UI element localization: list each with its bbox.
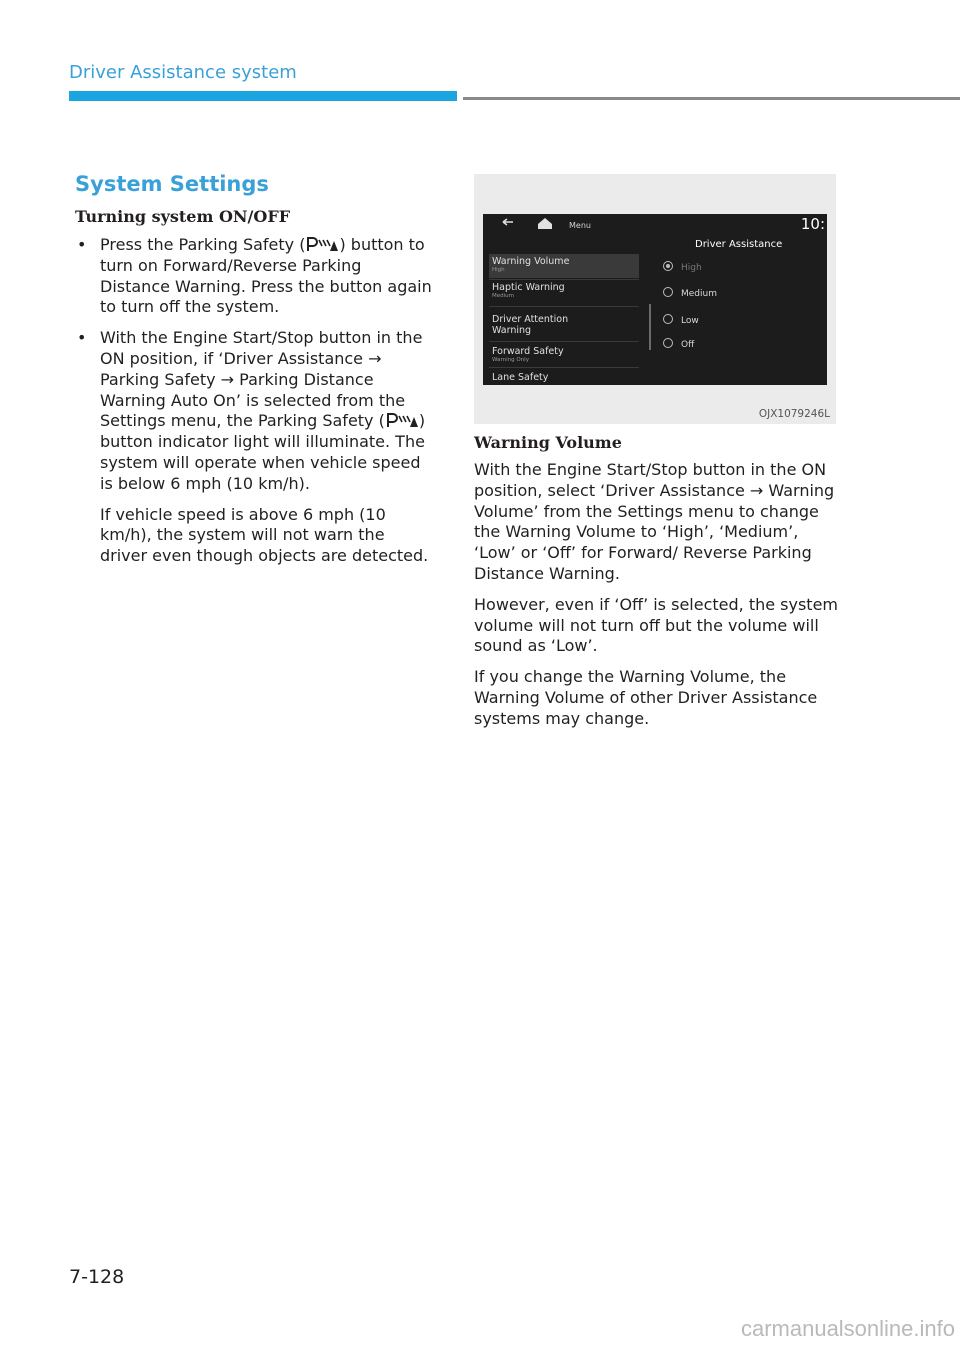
radio-icon (663, 314, 673, 324)
screen-menu-label: Menu (569, 221, 591, 230)
screen-scroll-indicator (649, 304, 651, 350)
page-number: 7-128 (69, 1266, 125, 1288)
parking-safety-icon (305, 236, 339, 252)
bullet-text-1: Press the Parking Safety ( ) button to turn on Forward/Reverse Parking Distance Warning. Press the button again to turn off the system. (100, 235, 432, 317)
header-accent-bar (69, 91, 457, 101)
home-icon (538, 218, 552, 229)
figure-code: OJX1079246L (758, 408, 830, 420)
option-medium: Medium (663, 287, 717, 299)
bullet-dot: • (77, 235, 87, 254)
parking-safety-icon (385, 412, 419, 428)
radio-icon (663, 287, 673, 297)
screen-clock: 10: (800, 215, 825, 233)
option-off: Off (663, 338, 694, 350)
screen-item-haptic-warning: Haptic Warning Medium (492, 282, 565, 299)
screen-divider (489, 306, 639, 307)
subhead-turning-on-off: Turning system ON/OFF (75, 207, 291, 226)
infotainment-screen (483, 214, 827, 385)
screen-panel-title: Driver Assistance (695, 239, 783, 250)
bullet-text-2: With the Engine Start/Stop button in the ON position, if ‘Driver Assistance → Parking Safety → Parking Distance Warning Auto On’ is selected from the Settings menu, the Parking Safety ( ) button indicator light will illuminate. The system will operate when vehicle speed is below 6 mph (10 km/h). (100, 328, 426, 493)
bullet-item-2 (75, 328, 435, 567)
bullet-dot: • (77, 328, 87, 348)
option-low: Low (663, 314, 699, 326)
section-title: System Settings (75, 172, 269, 196)
screen-divider (489, 367, 639, 368)
bullet-item-1 (75, 235, 435, 318)
screen-top-bar (483, 214, 827, 236)
screen-item-forward-safety: Forward Safety Warning Only (492, 346, 564, 363)
running-header: Driver Assistance system (69, 62, 297, 83)
option-high: High (663, 261, 702, 273)
radio-selected-icon (663, 261, 673, 271)
screen-divider (489, 279, 639, 280)
paragraph-1: With the Engine Start/Stop button in the ON position, select ‘Driver Assistance → Warning Volume’ from the Settings menu to change the Warning Volume to ‘High’, ‘Medium’, ‘Low’ or ‘Off’ for Forward/ Reverse Parking Distance Warning. (474, 460, 835, 583)
paragraph-2: However, even if ‘Off’ is selected, the system volume will not turn off but the volume will sound as ‘Low’. (474, 594, 838, 656)
radio-icon (663, 338, 673, 348)
warning-volume-text (474, 460, 839, 740)
header-rule (463, 97, 960, 100)
paragraph-3: If you change the Warning Volume, the Warning Volume of other Driver Assistance systems may change. (474, 667, 818, 728)
subhead-warning-volume: Warning Volume (474, 433, 622, 452)
screen-divider (489, 341, 639, 342)
back-arrow-icon (503, 219, 513, 225)
screen-item-warning-volume: Warning Volume High (489, 254, 639, 278)
bullet-list (75, 235, 435, 577)
screen-item-lane-safety: Lane Safety (492, 372, 549, 383)
screen-item-driver-attention: Driver Attention Warning (492, 314, 569, 336)
bullet-text-2-continued: If vehicle speed is above 6 mph (10 km/h), the system will not warn the driver even though objects are detected. (100, 504, 429, 566)
watermark: carmanualsonline.info (740, 1316, 955, 1341)
settings-screenshot-figure (474, 174, 836, 424)
